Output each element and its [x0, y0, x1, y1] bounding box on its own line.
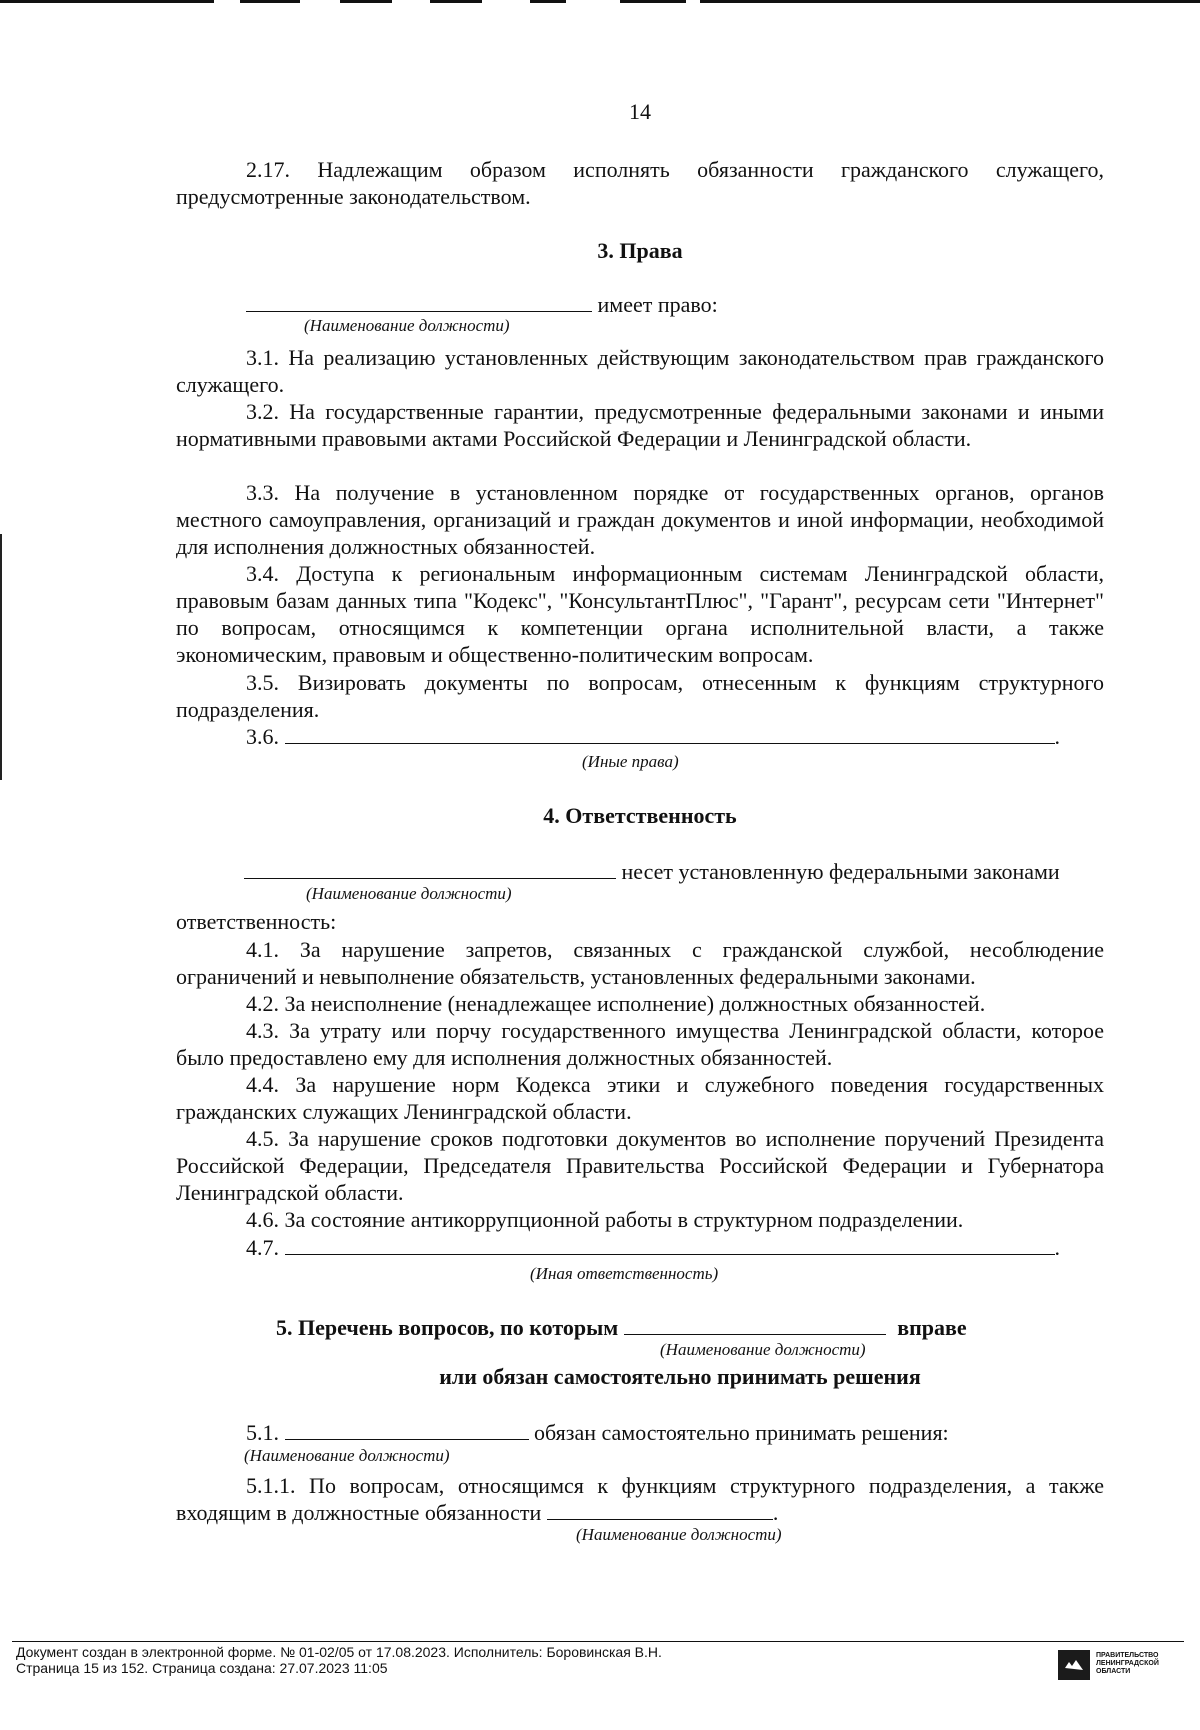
scan-edge-mark: [0, 534, 2, 780]
has-right-line: [246, 291, 718, 318]
position-blank: [244, 858, 616, 879]
logo-text: [1096, 1652, 1159, 1676]
paragraph-2-17: 2.17. Надлежащим образом исполнять обязанности гражданского служащего, предусмотренные законодательством.: [176, 157, 1104, 209]
logo-text-line-1: ПРАВИТЕЛЬСТВО: [1096, 1652, 1159, 1659]
has-right-text: имеет право:: [597, 292, 718, 317]
paragraph-4-7: 4.7. .: [246, 1235, 1060, 1260]
position-blank: [246, 291, 592, 312]
paragraph-4-1: 4.1. За нарушение запретов, связанных с гражданской службой, несоблюдение ограничений и невыполнение обязательств, установленных федеральными законами.: [176, 937, 1104, 989]
paragraph-4-5: 4.5. За нарушение сроков подготовки документов во исполнение поручений Президента Российской Федерации, Председателя Правительства Российской Федерации и Губернатора Ленинградской области.: [176, 1126, 1104, 1205]
position-caption: (Наименование должности): [304, 316, 510, 335]
other-rights-blank: [285, 723, 1055, 744]
top-scan-bars: [0, 0, 1200, 4]
paragraph-3-3: 3.3. На получение в установленном порядке от государственных органов, органов местного самоуправления, организаций и граждан документов и иной информации, необходимой для исполнения должностных обязанностей.: [176, 480, 1104, 559]
paragraph-4-2: 4.2. За неисполнение (ненадлежащее исполнение) должностных обязанностей.: [246, 991, 986, 1016]
position-blank: [624, 1314, 886, 1335]
other-responsibility-caption: (Иная ответственность): [530, 1264, 719, 1283]
item-5-1-text: обязан самостоятельно принимать решения:: [534, 1420, 949, 1445]
paragraph-3-5: 3.5. Визировать документы по вопросам, отнесенным к функциям структурного подразделения.: [176, 670, 1104, 722]
paragraph-5-1-1-cont: входящим в должностные обязанности .: [176, 1500, 779, 1525]
section-4-title: 4. Ответственность: [543, 803, 737, 828]
paragraph-3-4: 3.4. Доступа к региональным информационным системам Ленинградской области, правовым базам данных типа "Кодекс", "КонсультантПлюс", "Гарант", ресурсам сети "Интернет" по вопросам, относящимся к компетенции органа исполнительной власти, а также экономическим, правовым и общественно-политическим вопросам.: [176, 561, 1104, 667]
paragraph-3-6: 3.6. .: [246, 724, 1060, 749]
section-5-title-a: 5. Перечень вопросов, по которым: [276, 1315, 619, 1340]
position-caption: (Наименование должности): [244, 1446, 450, 1465]
position-blank: [285, 1419, 529, 1440]
footer-rule: [12, 1641, 1184, 1642]
position-caption: (Наименование должности): [306, 884, 512, 903]
item-5-1-number: 5.1.: [246, 1420, 279, 1445]
other-rights-caption: (Иные права): [582, 752, 679, 771]
logo-text-line-2: ЛЕНИНГРАДСКОЙ: [1096, 1660, 1159, 1667]
paragraph-3-1: 3.1. На реализацию установленных действующим законодательством прав гражданского служащего.: [176, 345, 1104, 397]
footer-line-2: Страница 15 из 152. Страница создана: 27.07.2023 11:05: [16, 1660, 388, 1676]
footer-line-1: Документ создан в электронной форме. № 01-02/05 от 17.08.2023. Исполнитель: Боровинская В.Н.: [16, 1644, 662, 1660]
section-5-title-b: вправе: [897, 1315, 967, 1340]
paragraph-5-1-1: 5.1.1. По вопросам, относящимся к функциям структурного подразделения, а также: [246, 1473, 1104, 1498]
responsibility-word: ответственность:: [176, 909, 337, 934]
logo-emblem-icon: [1064, 1658, 1084, 1672]
other-responsibility-blank: [285, 1234, 1055, 1255]
section-3-title: 3. Права: [597, 238, 683, 263]
footer: [16, 1644, 662, 1676]
paragraph-4-4: 4.4. За нарушение норм Кодекса этики и служебного поведения государственных гражданских служащих Ленинградской области.: [176, 1072, 1104, 1124]
government-logo-icon: [1058, 1650, 1090, 1680]
bears-line: [244, 858, 1060, 885]
paragraph-4-6: 4.6. За состояние антикоррупционной работы в структурном подразделении.: [246, 1207, 964, 1232]
item-4-7-number: 4.7.: [246, 1235, 279, 1260]
section-5-title-line2: или обязан самостоятельно принимать решения: [439, 1364, 921, 1389]
position-caption: (Наименование должности): [660, 1340, 866, 1359]
section-5-title-line1: [276, 1314, 967, 1341]
logo-text-line-3: ОБЛАСТИ: [1096, 1668, 1131, 1675]
duties-text: входящим в должностные обязанности: [176, 1500, 542, 1525]
paragraph-4-3: 4.3. За утрату или порчу государственного имущества Ленинградской области, которое было предоставлено ему для исполнения должностных обязанностей.: [176, 1018, 1104, 1070]
paragraph-5-1: [246, 1419, 949, 1446]
page-number: 14: [629, 99, 651, 124]
bears-text: несет установленную федеральными законами: [621, 859, 1060, 884]
item-3-6-number: 3.6.: [246, 724, 279, 749]
position-blank: [547, 1499, 773, 1520]
position-caption: (Наименование должности): [576, 1525, 782, 1544]
paragraph-3-2: 3.2. На государственные гарантии, предусмотренные федеральными законами и иными нормативными правовыми актами Российской Федерации и Ленинградской области.: [176, 399, 1104, 451]
